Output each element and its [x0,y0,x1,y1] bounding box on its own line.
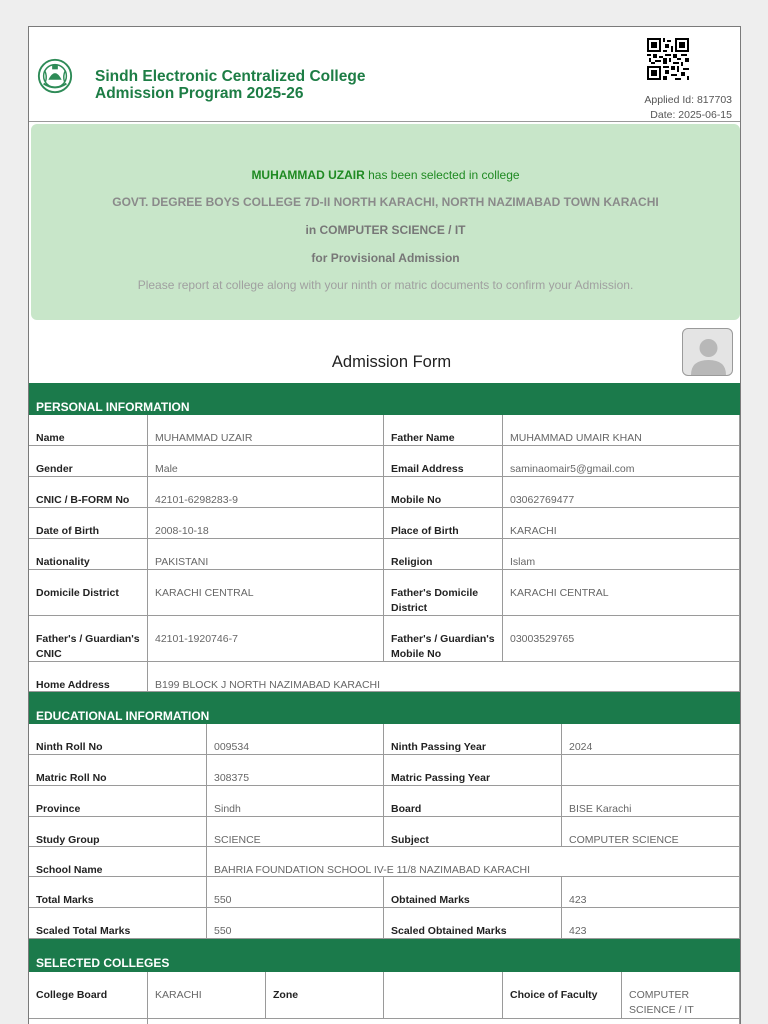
address-label: Home Address [29,662,148,692]
next-row-cell [148,1019,740,1024]
form-title: Admission Form [331,353,452,371]
total-marks-value: 550 [207,877,384,908]
next-row-cell [29,1019,148,1024]
board-value: BISE Karachi [562,786,740,817]
province-label: Province [29,786,207,817]
matric-year-value [562,755,740,786]
program-title [95,68,365,102]
province-value: Sindh [207,786,384,817]
selected-college: GOVT. DEGREE BOYS COLLEGE 7D-II NORTH KARACHI, NORTH NAZIMABAD TOWN KARACHI [112,195,659,209]
matric-year-label: Matric Passing Year [384,755,562,786]
ninth-roll-value: 009534 [207,724,384,755]
scaled-total-label: Scaled Total Marks [29,908,207,939]
application-date: Date: 2025-06-15 [650,109,732,121]
program-title-line1: Sindh Electronic Centralized College [95,68,366,85]
ninth-roll-label: Ninth Roll No [29,724,207,755]
guardian-mobile-label: Father's / Guardian's Mobile No [384,616,503,662]
report-instruction: Please report at college along with your ninth or matric documents to confirm your Admission. [137,278,634,292]
mobile-value: 03062769477 [503,477,740,508]
email-value: saminaomair5@gmail.com [503,446,740,477]
selection-banner [31,124,740,320]
selected-student-name: MUHAMMAD UZAIR [251,168,365,182]
father-domicile-label: Father's Domicile District [384,570,503,616]
section-selected-colleges: SELECTED COLLEGES [29,939,740,972]
father-name-value: MUHAMMAD UMAIR KHAN [503,415,740,446]
total-marks-label: Total Marks [29,877,207,908]
scaled-total-value: 550 [207,908,384,939]
cnic-label: CNIC / B-FORM No [29,477,148,508]
gender-value: Male [148,446,384,477]
school-name-value: BAHRIA FOUNDATION SCHOOL IV-E 11/8 NAZIMABAD KARACHI [207,847,740,877]
name-value: MUHAMMAD UZAIR [148,415,384,446]
board-label: Board [384,786,562,817]
ninth-year-label: Ninth Passing Year [384,724,562,755]
program-title-line2: Admission Program 2025-26 [95,85,304,102]
matric-roll-label: Matric Roll No [29,755,207,786]
guardian-mobile-value: 03003529765 [503,616,740,662]
cnic-value: 42101-6298283-9 [148,477,384,508]
subject-value: COMPUTER SCIENCE [562,817,740,847]
father-domicile-value: KARACHI CENTRAL [503,570,740,616]
application-info [644,93,732,123]
selection-message [31,168,740,182]
religion-value: Islam [503,539,740,570]
study-group-value: SCIENCE [207,817,384,847]
college-board-label: College Board [29,972,148,1019]
nationality-value: PAKISTANI [148,539,384,570]
school-name-label: School Name [29,847,207,877]
student-photo [682,328,733,376]
sindh-government-emblem-icon [36,57,74,95]
scaled-obtained-label: Scaled Obtained Marks [384,908,562,939]
obtained-marks-value: 423 [562,877,740,908]
ninth-year-value: 2024 [562,724,740,755]
qr-code-icon [646,38,690,80]
address-value: B199 BLOCK J NORTH NAZIMABAD KARACHI [148,662,740,692]
email-label: Email Address [384,446,503,477]
selected-program: in COMPUTER SCIENCE / IT [305,223,466,237]
section-educational-information: EDUCATIONAL INFORMATION [29,692,740,724]
applied-id: Applied Id: 817703 [644,94,732,106]
study-group-label: Study Group [29,817,207,847]
pob-label: Place of Birth [384,508,503,539]
name-label: Name [29,415,148,446]
religion-label: Religion [384,539,503,570]
choice-of-faculty-value: COMPUTER SCIENCE / IT [622,972,740,1019]
selected-text: has been selected in college [368,168,520,182]
domicile-label: Domicile District [29,570,148,616]
dob-value: 2008-10-18 [148,508,384,539]
pob-value: KARACHI [503,508,740,539]
father-name-label: Father Name [384,415,503,446]
zone-value [384,972,503,1019]
choice-of-faculty-label: Choice of Faculty [503,972,622,1019]
admission-form-page [28,26,741,1024]
scaled-obtained-value: 423 [562,908,740,939]
mobile-label: Mobile No [384,477,503,508]
form-header [29,27,740,122]
obtained-marks-label: Obtained Marks [384,877,562,908]
admission-type: for Provisional Admission [311,251,460,265]
section-personal-information: PERSONAL INFORMATION [29,383,740,415]
guardian-cnic-value: 42101-1920746-7 [148,616,384,662]
guardian-cnic-label: Father's / Guardian's CNIC [29,616,148,662]
matric-roll-value: 308375 [207,755,384,786]
subject-label: Subject [384,817,562,847]
user-avatar-icon [683,329,733,376]
gender-label: Gender [29,446,148,477]
dob-label: Date of Birth [29,508,148,539]
zone-label: Zone [266,972,384,1019]
nationality-label: Nationality [29,539,148,570]
college-board-value: KARACHI [148,972,266,1019]
domicile-value: KARACHI CENTRAL [148,570,384,616]
